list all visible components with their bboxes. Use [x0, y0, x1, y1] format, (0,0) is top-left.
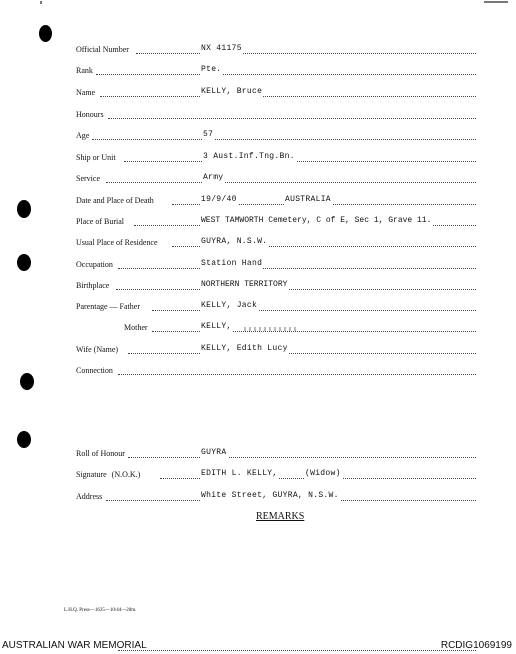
death-label: Date and Place of Death [76, 196, 154, 205]
service-row [76, 172, 476, 186]
burial-label: Place of Burial [76, 217, 124, 226]
father-row [76, 300, 476, 314]
official-number-row [76, 43, 476, 57]
service-label: Service [76, 174, 100, 183]
printer-imprint: L.H.Q. Press—1635—10/44—20m. [64, 608, 137, 613]
punch-hole [17, 254, 31, 271]
signature-label: Signature (N.O.K.) [76, 470, 141, 479]
service-value: Army [202, 171, 224, 185]
connection-row [76, 364, 476, 378]
wife-row [76, 343, 476, 357]
signature-note: (Widow) [304, 467, 342, 481]
burial-value: WEST TAMWORTH Cemetery, C of E, Sec 1, Grave 11. [200, 214, 432, 228]
punch-hole [17, 431, 31, 448]
connection-blank-line [118, 430, 476, 651]
name-label: Name [76, 88, 96, 97]
scan-mark [484, 1, 508, 3]
punch-hole [20, 373, 34, 390]
address-row [76, 490, 476, 504]
mother-row [76, 321, 476, 335]
remarks-heading: REMARKS [256, 511, 305, 522]
death-row [76, 194, 476, 208]
name-row [76, 86, 476, 100]
ship-or-unit-value: 3 Aust.Inf.Tng.Bn. [202, 150, 296, 164]
name-value: KELLY, Bruce [200, 85, 263, 99]
signature-value: EDITH L. KELLY, [200, 467, 279, 481]
age-label: Age [76, 131, 90, 140]
occupation-label: Occupation [76, 260, 113, 269]
father-label: Parentage — Father [76, 302, 140, 311]
roll-of-honour-value: GUYRA [200, 446, 228, 460]
scan-mark [40, 1, 42, 4]
residence-label: Usual Place of Residence [76, 238, 158, 247]
illegible-text [244, 327, 296, 331]
official-number-label: Official Number [76, 45, 129, 54]
death-date-value: 19/9/40 [200, 193, 238, 207]
mother-label: Mother [124, 323, 148, 332]
father-value: KELLY, Jack [200, 299, 258, 313]
rank-label: Rank [76, 66, 93, 75]
punch-hole [17, 200, 31, 218]
address-label: Address [76, 492, 103, 501]
birthplace-value: NORTHERN TERRITORY [200, 278, 288, 292]
connection-label: Connection [76, 366, 113, 375]
age-row [76, 129, 476, 143]
punch-hole [39, 25, 52, 42]
honours-row [76, 108, 476, 122]
rank-row [76, 64, 476, 78]
ship-or-unit-label: Ship or Unit [76, 153, 116, 162]
death-place-value: AUSTRALIA [284, 193, 332, 207]
residence-value: GUYRA, N.S.W. [200, 235, 268, 249]
roll-of-honour-label: Roll of Honour [76, 449, 125, 458]
roll-of-honour-row [76, 447, 476, 461]
ship-or-unit-row [76, 151, 476, 165]
birthplace-label: Birthplace [76, 281, 110, 290]
address-value: White Street, GUYRA, N.S.W. [200, 489, 340, 503]
official-number-value: NX 41175 [200, 42, 243, 56]
honours-label: Honours [76, 110, 104, 119]
birthplace-row [76, 279, 476, 293]
footer-institution: AUSTRALIAN WAR MEMORIAL [2, 640, 147, 651]
occupation-value: Station Hand [200, 257, 263, 271]
occupation-row [76, 258, 476, 272]
signature-row [76, 468, 476, 482]
wife-value: KELLY, Edith Lucy [200, 342, 289, 356]
footer-record-id: RCDIG1069199 [440, 640, 512, 651]
rank-value: Pte. [200, 63, 222, 77]
age-value: 57 [202, 128, 214, 142]
residence-row [76, 236, 476, 250]
mother-value: KELLY, [200, 320, 233, 334]
burial-row [76, 215, 476, 229]
wife-label: Wife (Name) [76, 345, 119, 354]
